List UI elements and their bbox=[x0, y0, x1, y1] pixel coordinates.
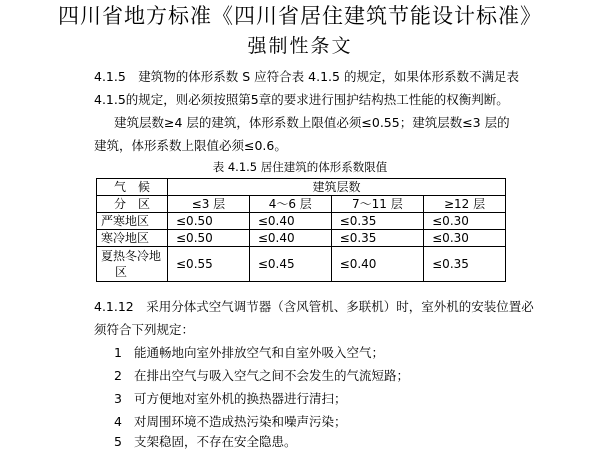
value-cell: ≤0.50 bbox=[168, 213, 250, 230]
value-cell: ≤0.40 bbox=[249, 230, 331, 247]
header-climate: 气 候 bbox=[97, 179, 168, 196]
clause-4-1-5-line2: 4.1.5的规定，则必须按照第5章的要求进行围护结构热工性能的权衡判断。 bbox=[94, 92, 509, 107]
list-item bbox=[114, 434, 297, 450]
list-item bbox=[114, 391, 347, 407]
list-item-number: 1 bbox=[114, 345, 122, 360]
value-cell: ≤0.35 bbox=[424, 247, 506, 282]
table-row bbox=[97, 247, 506, 282]
zone-cell: 严寒地区 bbox=[97, 213, 168, 230]
table-caption: 表 4.1.5 居住建筑的体形系数限值 bbox=[212, 160, 388, 174]
value-cell: ≤0.35 bbox=[331, 213, 423, 230]
value-cell: ≤0.30 bbox=[424, 230, 506, 247]
value-cell: ≤0.45 bbox=[249, 247, 331, 282]
list-item bbox=[114, 345, 384, 361]
document-subtitle: 强制性条文 bbox=[247, 35, 353, 57]
value-cell: ≤0.40 bbox=[249, 213, 331, 230]
list-item-text: 支架稳固，不存在安全隐患。 bbox=[134, 434, 297, 449]
column-header: 4～6 层 bbox=[249, 196, 331, 213]
value-cell: ≤0.35 bbox=[331, 230, 423, 247]
table-row bbox=[97, 230, 506, 247]
list-item bbox=[114, 368, 409, 384]
document-title: 四川省地方标准《四川省居住建筑节能设计标准》 bbox=[58, 4, 542, 28]
list-item-text: 对周围环境不造成热污染和噪声污染； bbox=[134, 414, 347, 429]
value-cell: ≤0.55 bbox=[168, 247, 250, 282]
table-row bbox=[97, 213, 506, 230]
column-header: ≤3 层 bbox=[168, 196, 250, 213]
zone-cell: 寒冷地区 bbox=[97, 230, 168, 247]
column-header: 7～11 层 bbox=[331, 196, 423, 213]
zone-cell bbox=[97, 247, 168, 282]
list-item-number: 3 bbox=[114, 391, 122, 406]
table-subheader-row bbox=[97, 196, 506, 213]
value-cell: ≤0.40 bbox=[331, 247, 423, 282]
value-cell: ≤0.50 bbox=[168, 230, 250, 247]
zone-cell-line2: 区 bbox=[115, 265, 128, 279]
zone-cell-line1: 夏热冬冷地 bbox=[101, 249, 162, 263]
list-item-number: 4 bbox=[114, 414, 122, 429]
column-header: ≥12 层 bbox=[424, 196, 506, 213]
list-item-text: 可方便地对室外机的换热器进行清扫； bbox=[134, 391, 347, 406]
list-item-text: 在排出空气与吸入空气之间不会发生的气流短路； bbox=[134, 368, 410, 383]
list-item bbox=[114, 414, 347, 430]
shape-coefficient-table bbox=[96, 178, 506, 282]
clause-4-1-12-line2: 须符合下列规定： bbox=[94, 322, 195, 337]
header-zone: 分 区 bbox=[97, 196, 168, 213]
table-header-row bbox=[97, 179, 506, 196]
clause-4-1-5-line4: 建筑，体形系数上限值必须≤0.6。 bbox=[94, 138, 287, 153]
list-item-number: 2 bbox=[114, 368, 122, 383]
clause-4-1-5-line3: 建筑层数≥4 层的建筑，体形系数上限值必须≤0.55；建筑层数≤3 层的 bbox=[114, 115, 510, 130]
clause-4-1-5-line1: 4.1.5 建筑物的体形系数 S 应符合表 4.1.5 的规定，如果体形系数不满足表 bbox=[94, 69, 519, 84]
header-floors: 建筑层数 bbox=[168, 179, 506, 196]
value-cell: ≤0.30 bbox=[424, 213, 506, 230]
list-item-number: 5 bbox=[114, 434, 122, 449]
clause-4-1-12-line1: 4.1.12 采用分体式空气调节器（含风管机、多联机）时，室外机的安装位置必 bbox=[94, 299, 534, 314]
list-item-text: 能通畅地向室外排放空气和自室外吸入空气； bbox=[134, 345, 385, 360]
